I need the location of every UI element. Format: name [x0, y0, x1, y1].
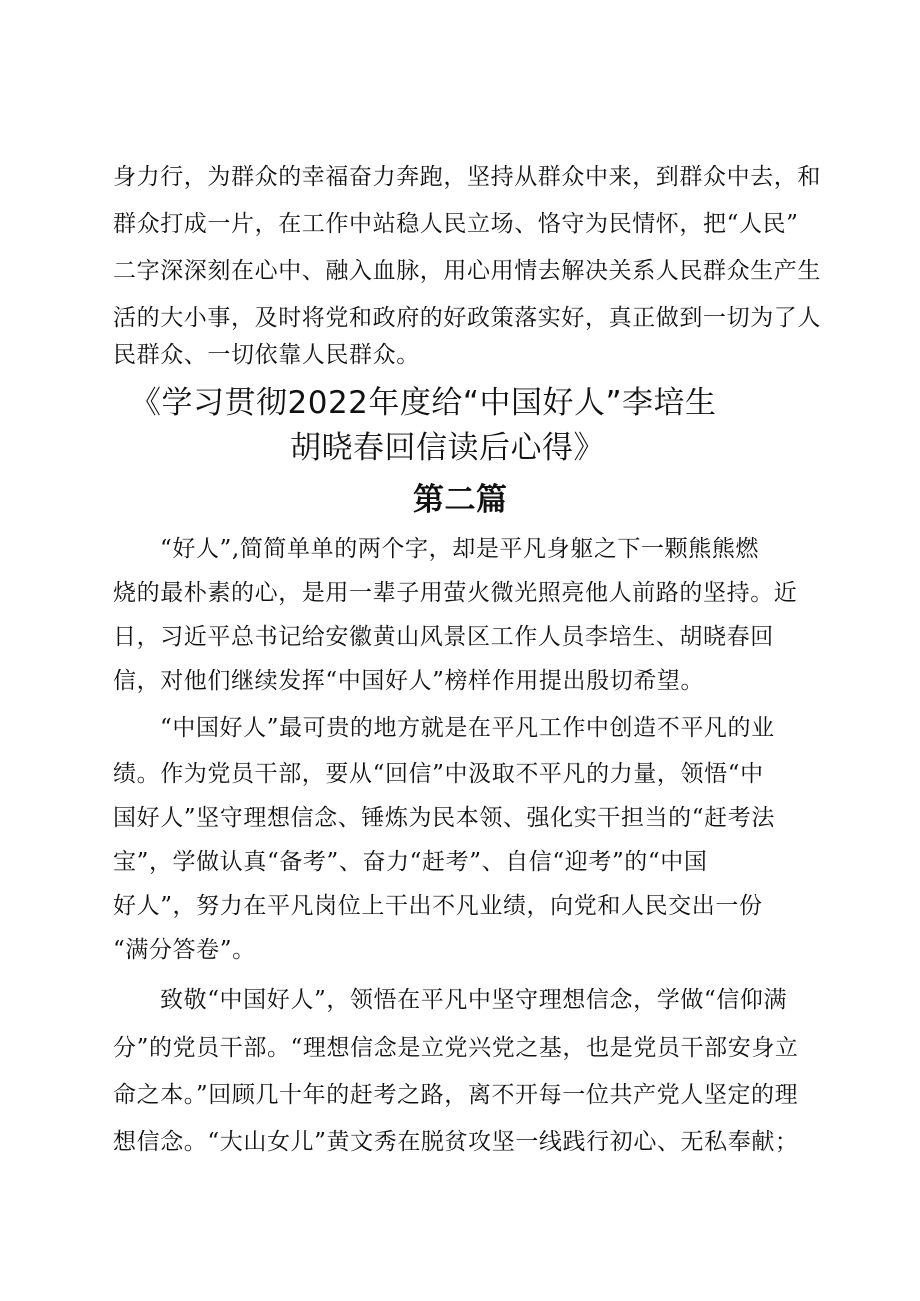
- para3-line-2: 分”的党员干部。“理想信念是立党兴党之基，也是党员干部安身立: [113, 1035, 799, 1061]
- carryover-line-5: 民群众、一切依靠人民群众。: [113, 342, 420, 368]
- para1-line-2: 烧的最朴素的心，是用一辈子用萤火微光照亮他人前路的坚持。近: [113, 580, 798, 606]
- carryover-line-2: 群众打成一片，在工作中站稳人民立场、恪守为民情怀，把“人民”: [113, 211, 799, 237]
- para2-line-2: 绩。作为党员干部，要从“回信”中汲取不平凡的力量，领悟“中: [113, 761, 764, 787]
- para3-line-3: 命之本。”回顾几十年的赶考之路，离不开每一位共产党人坚定的理: [113, 1082, 799, 1108]
- para2-line-6: “满分答卷”。: [113, 937, 256, 963]
- article-title-line-1: 《学习贯彻2022年度给“中国好人”李培生: [130, 385, 717, 421]
- section-heading: 第二篇: [413, 482, 508, 518]
- para3-line-4: 想信念。“大山女儿”黄文秀在脱贫攻坚一线践行初心、无私奉献；: [113, 1129, 799, 1155]
- para2-line-3: 国好人”坚守理想信念、锤炼为民本领、强化实干担当的“赶考法: [113, 805, 775, 831]
- para3-line-1: 致敬“中国好人”，领悟在平凡中坚守理想信念，学做“信仰满: [160, 987, 788, 1013]
- para1-line-4: 信，对他们继续发挥“中国好人”榜样作用提出殷切希望。: [113, 668, 705, 694]
- article-title-line-2: 胡晓春回信读后心得》: [290, 430, 605, 466]
- carryover-line-4: 活的大小事，及时将党和政府的好政策落实好，真正做到一切为了人: [113, 305, 821, 331]
- para1-line-1: “好人”,简简单单的两个字，却是平凡身躯之下一颗熊熊燃: [160, 536, 760, 562]
- para2-line-4: 宝”，学做认真“备考”、奋力“赶考”、自信“迎考”的“中国: [113, 849, 708, 875]
- para2-line-1: “中国好人”最可贵的地方就是在平凡工作中创造不平凡的业: [160, 715, 775, 741]
- carryover-line-3: 二字深深刻在心中、融入血脉，用心用情去解决关系人民群众生产生: [113, 258, 821, 284]
- carryover-line-1: 身力行，为群众的幸福奋力奔跑，坚持从群众中来，到群众中去，和: [113, 164, 821, 190]
- para1-line-3: 日，习近平总书记给安徽黄山风景区工作人员李培生、胡晓春回: [113, 624, 774, 650]
- para2-line-5: 好人”，努力在平凡岗位上干出不凡业绩，向党和人民交出一份: [113, 893, 763, 919]
